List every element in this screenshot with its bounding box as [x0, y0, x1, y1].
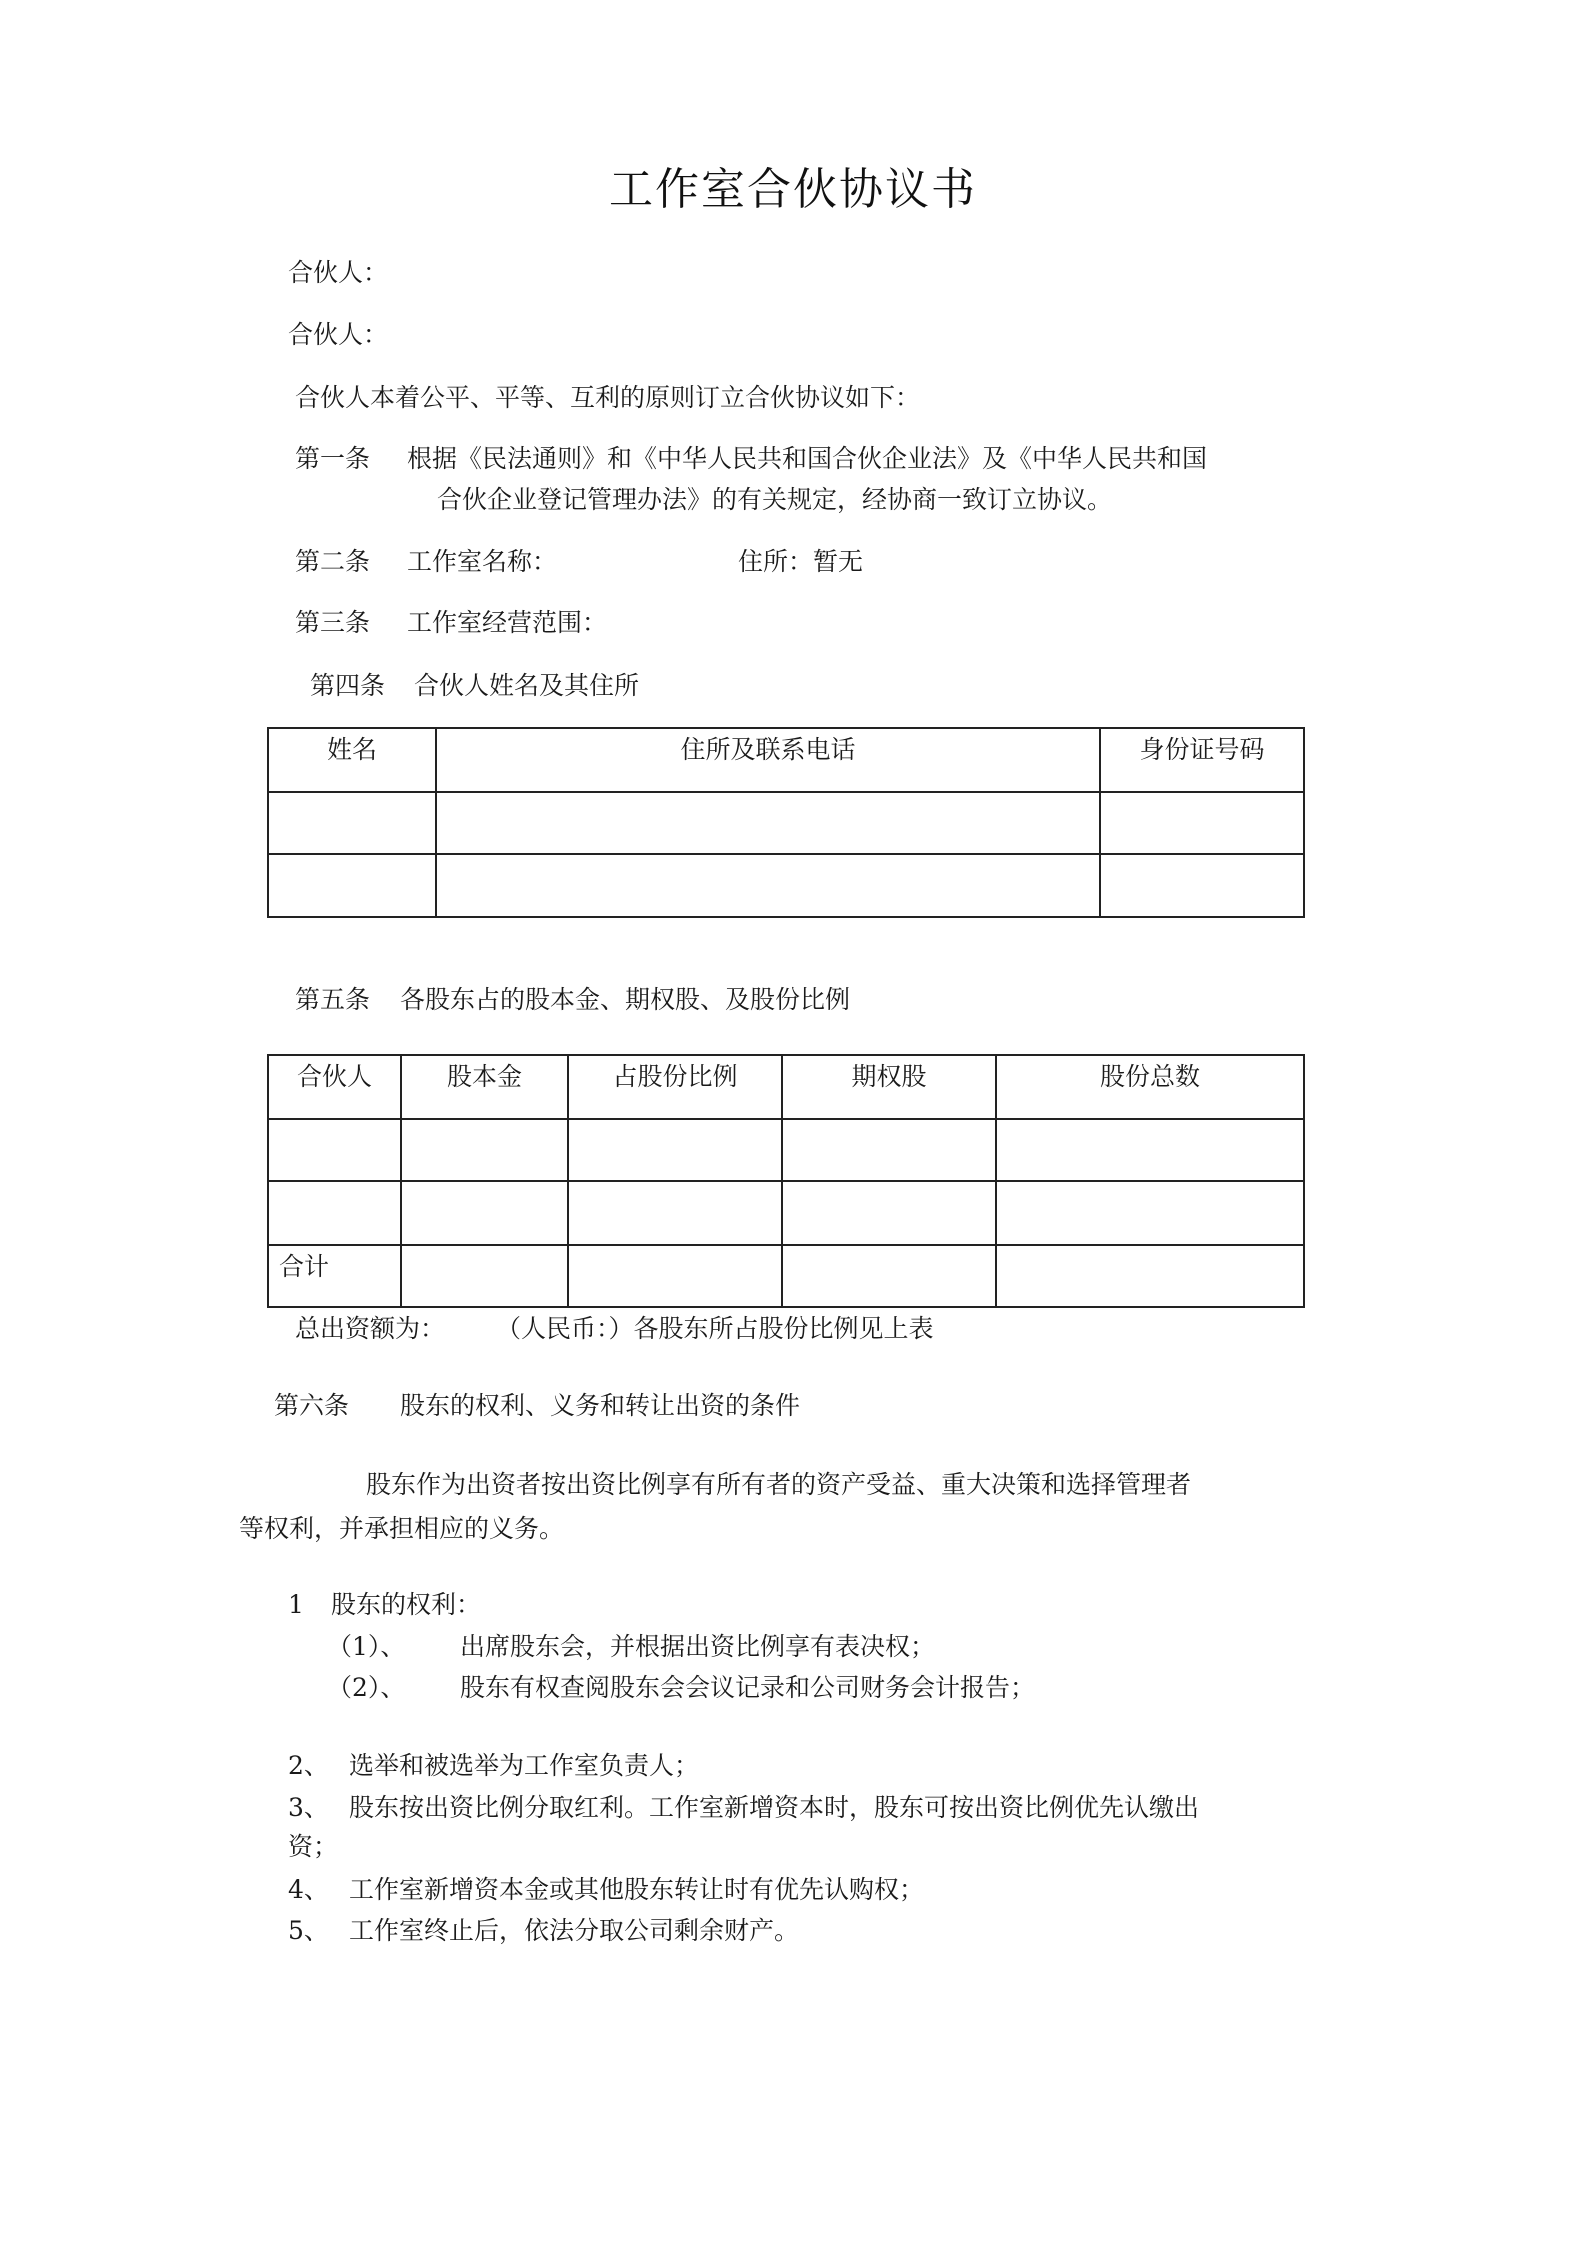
article4-label: 第四条: [310, 671, 386, 700]
article6-intro-line2: 等权利，并承担相应的义务。: [239, 1514, 565, 1543]
sub-item-text: 股东有权查阅股东会会议记录和公司财务会计报告；: [460, 1673, 1036, 1702]
article1-text-line1: 根据《民法通则》和《中华人民共和国合伙企业法》及《中华人民共和国: [407, 444, 1208, 473]
list-item-text: 工作室终止后，依法分取公司剩余财产。: [349, 1916, 800, 1945]
header-cell: 股份总数: [996, 1055, 1304, 1119]
article1-text-line2: 合伙企业登记管理办法》的有关规定，经协商一致订立协议。: [437, 485, 1113, 514]
total-shares-cell[interactable]: [996, 1181, 1304, 1245]
header-cell: 姓名: [268, 728, 436, 792]
preamble: 合伙人本着公平、平等、互利的原则订立合伙协议如下：: [295, 383, 921, 412]
id-cell[interactable]: [1100, 854, 1304, 917]
list-item-num: 2、: [288, 1751, 329, 1780]
list-item-num: 4、: [288, 1875, 329, 1904]
total-label-cell: 合计: [268, 1245, 401, 1307]
table-row: [268, 1119, 1304, 1181]
id-cell[interactable]: [1100, 792, 1304, 854]
partner-line-2: 合伙人：: [288, 320, 389, 349]
shares-table: [267, 1054, 1305, 1308]
option-cell[interactable]: [782, 1181, 996, 1245]
ratio-cell[interactable]: [568, 1181, 782, 1245]
article4-text: 合伙人姓名及其住所: [414, 671, 640, 700]
business-scope-label: 工作室经营范围：: [407, 608, 608, 637]
ratio-total-cell[interactable]: [568, 1245, 782, 1307]
partner-info-table: [267, 727, 1305, 918]
name-cell[interactable]: [268, 792, 436, 854]
name-cell[interactable]: [268, 854, 436, 917]
list-item-num: 3、: [288, 1793, 329, 1822]
article3-label: 第三条: [295, 608, 371, 637]
capital-total-cell[interactable]: [401, 1245, 568, 1307]
header-cell: 期权股: [782, 1055, 996, 1119]
header-cell: 住所及联系电话: [436, 728, 1100, 792]
header-cell: 股本金: [401, 1055, 568, 1119]
option-cell[interactable]: [782, 1119, 996, 1181]
table-row: [268, 792, 1304, 854]
address-cell[interactable]: [436, 854, 1100, 917]
partner-line-1: 合伙人：: [288, 258, 389, 287]
total-investment-currency: （人民币：）各股东所占股份比例见上表: [496, 1314, 934, 1343]
table-row: [268, 1181, 1304, 1245]
list-item-text: 选举和被选举为工作室负责人；: [349, 1751, 700, 1780]
header-cell: 合伙人: [268, 1055, 401, 1119]
article6-label: 第六条: [274, 1391, 350, 1420]
sub-item-num: （1）、: [327, 1632, 406, 1661]
sub-item-num: （2）、: [327, 1673, 406, 1702]
address-cell[interactable]: [436, 792, 1100, 854]
list-item-text: 工作室新增资本金或其他股东转让时有优先认购权；: [349, 1875, 925, 1904]
rights-heading: 股东的权利：: [331, 1590, 482, 1619]
article5-label: 第五条: [295, 985, 371, 1014]
table-total-row: [268, 1245, 1304, 1307]
capital-cell[interactable]: [401, 1181, 568, 1245]
list-item-continuation: 资；: [288, 1832, 339, 1861]
article6-text: 股东的权利、义务和转让出资的条件: [400, 1391, 801, 1420]
sub-item-text: 出席股东会，并根据出资比例享有表决权；: [460, 1632, 936, 1661]
option-total-cell[interactable]: [782, 1245, 996, 1307]
partner-cell[interactable]: [268, 1181, 401, 1245]
header-cell: 身份证号码: [1100, 728, 1304, 792]
studio-name-label: 工作室名称：: [407, 547, 558, 576]
article1-label: 第一条: [295, 444, 371, 473]
total-shares-cell[interactable]: [996, 1119, 1304, 1181]
article5-text: 各股东占的股本金、期权股、及股份比例: [400, 985, 851, 1014]
shares-total-cell[interactable]: [996, 1245, 1304, 1307]
ratio-cell[interactable]: [568, 1119, 782, 1181]
article2-label: 第二条: [295, 547, 371, 576]
capital-cell[interactable]: [401, 1119, 568, 1181]
table-header-row: [268, 1055, 1304, 1119]
table-header-row: [268, 728, 1304, 792]
document-title: 工作室合伙协议书: [609, 164, 977, 215]
partner-cell[interactable]: [268, 1119, 401, 1181]
header-cell: 占股份比例: [568, 1055, 782, 1119]
studio-address-label: 住所：暂无: [738, 547, 864, 576]
list-item-text: 股东按出资比例分取红利。工作室新增资本时，股东可按出资比例优先认缴出: [349, 1793, 1200, 1822]
article6-intro-line1: 股东作为出资者按出资比例享有所有者的资产受益、重大决策和选择管理者: [366, 1470, 1192, 1499]
total-investment-label: 总出资额为：: [295, 1314, 446, 1343]
list-item-num: 5、: [288, 1916, 329, 1945]
table-row: [268, 854, 1304, 917]
rights-heading-num: 1: [288, 1590, 304, 1619]
